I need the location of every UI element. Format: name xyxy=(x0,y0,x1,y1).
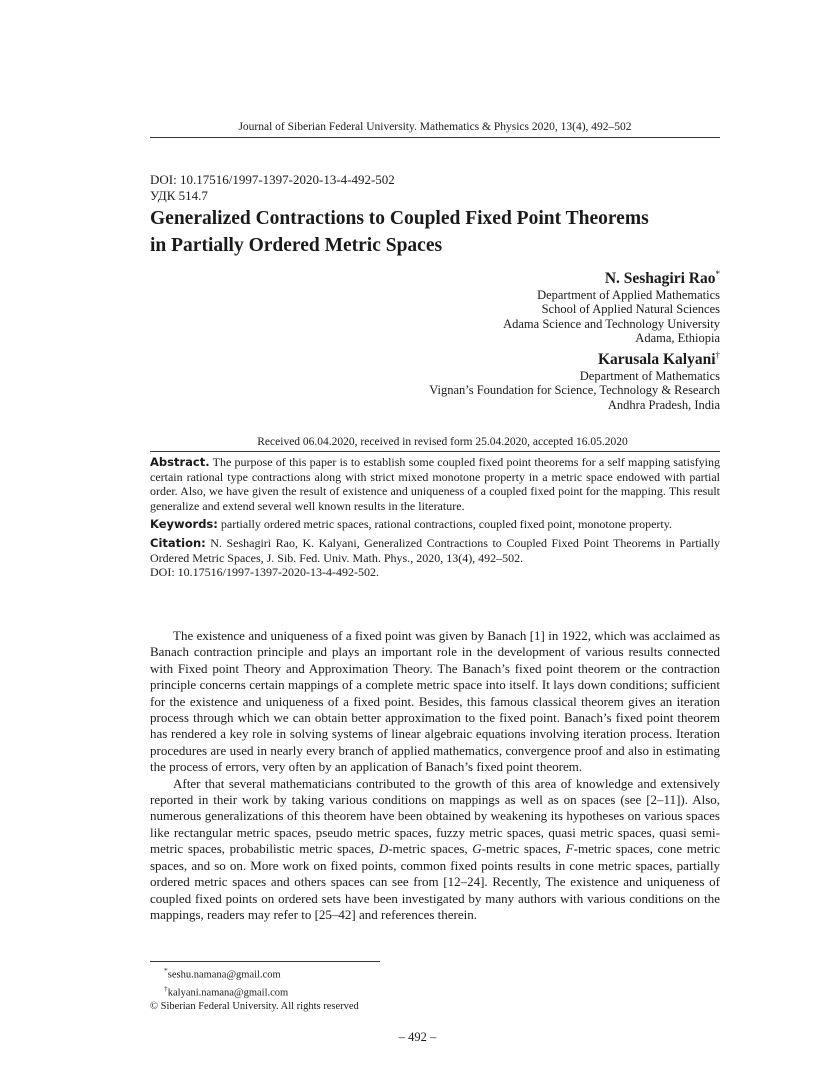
author-1-affil-2: School of Applied Natural Sciences xyxy=(541,302,720,317)
author-2-affil-1: Department of Mathematics xyxy=(579,369,720,384)
author-2-mark: † xyxy=(715,350,720,360)
doi: DOI: 10.17516/1997-1397-2020-13-4-492-502 xyxy=(150,172,395,187)
author-1-affil-1: Department of Applied Mathematics xyxy=(537,288,720,303)
title-line-2: in Partially Ordered Metric Spaces xyxy=(150,235,443,256)
author-2-affil-2: Vignan’s Foundation for Science, Technology & Research xyxy=(429,383,720,398)
footnote-1: *seshu.namana@gmail.com xyxy=(164,966,281,981)
paper-title xyxy=(150,205,730,259)
author-1-mark: * xyxy=(715,269,720,279)
footnote-2-email: kalyani.namana@gmail.com xyxy=(167,987,289,999)
author-1-affil-3: Adama Science and Technology University xyxy=(503,316,720,331)
f-metric-symbol: F xyxy=(565,841,574,857)
paragraph-2: After that several mathematicians contributed to the growth of this area of knowledge and extensively reported in their work by taking various conditions on mappings as well as on spaces (see [2–11]). Also, numerous generalizations of this theorem have been obtained by weakening its hypotheses on various spaces like rectangular metric spaces, pseudo metric spaces, fuzzy metric spaces, quasi metric spaces, quasi semi-metric spaces, probabilistic metric spaces, D-metric spaces, G-metric spaces, F-metric spaces, cone metric spaces, and so on. More work on fixed points, common fixed points results in cone metric spaces, partially ordered metric spaces and others spaces can see from [12–24]. Recently, The existence and uniqueness of coupled fixed points on ordered sets have been investigated by many authors with various conditions on the mappings, readers may refer to [25–42] and references therein. xyxy=(150,775,720,922)
citation xyxy=(150,536,720,580)
footnotes xyxy=(150,964,359,1013)
journal-header: Journal of Siberian Federal University. Mathematics & Physics 2020, 13(4), 492–502 xyxy=(238,121,632,133)
page-number: – 492 – xyxy=(398,1030,437,1044)
body-text xyxy=(150,628,720,923)
abstract-rule xyxy=(150,451,720,452)
author-1-block xyxy=(503,265,720,345)
footnote-2: †kalyani.namana@gmail.com xyxy=(164,983,289,999)
abstract-block xyxy=(150,455,720,580)
footnote-rule xyxy=(150,961,380,962)
received-dates: Received 06.04.2020, received in revised form 25.04.2020, accepted 16.05.2020 xyxy=(257,436,628,448)
author-1-affil-4: Adama, Ethiopia xyxy=(635,331,720,346)
footnote-1-email: seshu.namana@gmail.com xyxy=(167,969,281,981)
udc-code: УДК 514.7 xyxy=(150,188,208,203)
keywords-label: Keywords: xyxy=(150,517,218,532)
citation-doi: DOI: 10.17516/1997-1397-2020-13-4-492-502. xyxy=(150,565,379,580)
g-metric-symbol: G xyxy=(472,841,482,857)
abstract-text: The purpose of this paper is to establish some coupled fixed point theorems for a self mapping satisfying certain rational type contractions along with strict mixed monotone property in a metric space endowed with partial order. Also, we have given the result of existence and uniqueness of a coupled fixed point for the mapping. This result generalize and extend several well known results in the literature. xyxy=(150,455,720,513)
keywords xyxy=(150,517,720,532)
d-metric-symbol: D xyxy=(378,841,389,857)
author-2-name: Karusala Kalyani† xyxy=(597,350,720,369)
title-line-1: Generalized Contractions to Coupled Fixed Point Theorems xyxy=(150,208,649,229)
author-1-name: N. Seshagiri Rao* xyxy=(604,269,720,288)
header-rule xyxy=(150,137,720,138)
copyright: © Siberian Federal University. All rights reserved xyxy=(150,1000,359,1012)
author-2-affil-3: Andhra Pradesh, India xyxy=(607,397,720,412)
abstract-label: Abstract. xyxy=(150,455,210,469)
paragraph-1: The existence and uniqueness of a fixed point was given by Banach [1] in 1922, which was acclaimed as Banach contraction principle and plays an important role in the development of various results connected with Fixed point Theory and Approximation Theory. The Banach’s fixed point theorem or the contraction principle concerns certain mappings of a complete metric space into itself. It lays down conditions; sufficient for the existence and uniqueness of a fixed point. Besides, this famous classical theorem gives an iteration process through which we can obtain better approximation to the fixed point. Banach’s fixed point theorem has rendered a key role in solving systems of linear algebraic equations involving iteration process. Iteration procedures are used in nearly every branch of applied mathematics, convergence proof and also in estimating the process of errors, very often by an application of Banach’s fixed point theorem. xyxy=(150,628,720,775)
abstract xyxy=(150,455,720,513)
keywords-text: partially ordered metric spaces, rational contractions, coupled fixed point, monotone property. xyxy=(220,517,672,532)
citation-label: Citation: xyxy=(150,535,206,550)
author-2-block xyxy=(429,346,720,412)
citation-text: N. Seshagiri Rao, K. Kalyani, Generalized Contractions to Coupled Fixed Point Theorems in Partially Ordered Metric Spaces, J. Sib. Fed. Univ. Math. Phys., 2020, 13(4), 492–502. xyxy=(150,535,720,565)
